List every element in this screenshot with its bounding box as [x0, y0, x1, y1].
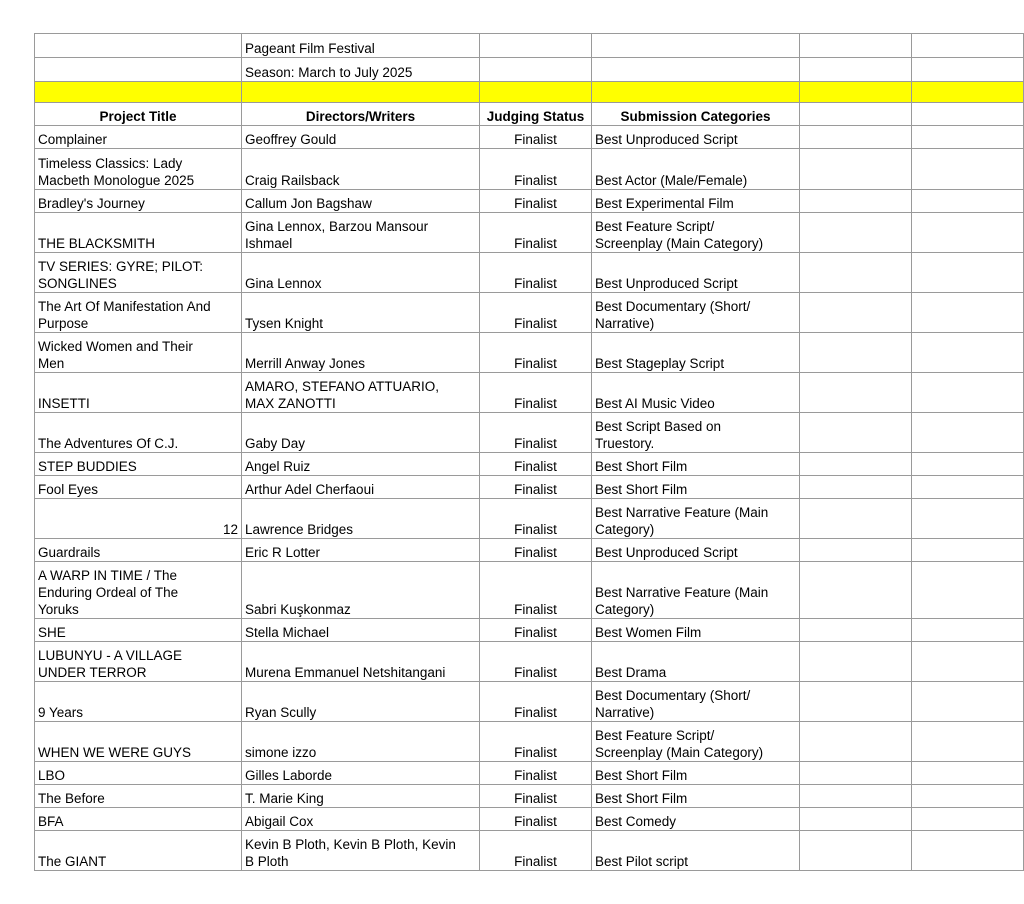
- cell-empty: [800, 453, 912, 476]
- judging-status-cell: Finalist: [480, 642, 592, 682]
- project-title-cell: Fool Eyes: [35, 476, 242, 499]
- judging-status-cell: Finalist: [480, 453, 592, 476]
- highlight-cell: [480, 82, 592, 103]
- category-cell: Best Women Film: [592, 619, 800, 642]
- cell-empty: [800, 539, 912, 562]
- table-body: [35, 34, 1024, 871]
- category-cell: Best Feature Script/ Screenplay (Main Category): [592, 213, 800, 253]
- festival-name-row: [35, 34, 1024, 58]
- directors-cell: Lawrence Bridges: [242, 499, 480, 539]
- cell-empty: [480, 58, 592, 82]
- project-title-cell: Timeless Classics: Lady Macbeth Monologue 2025: [35, 149, 242, 190]
- directors-cell: Tysen Knight: [242, 293, 480, 333]
- table-row: [35, 293, 1024, 333]
- directors-cell: Gaby Day: [242, 413, 480, 453]
- cell-empty: [912, 722, 1024, 762]
- highlight-cell: [242, 82, 480, 103]
- cell-empty: [912, 126, 1024, 149]
- judging-status-cell: Finalist: [480, 149, 592, 190]
- directors-cell: Gina Lennox, Barzou Mansour Ishmael: [242, 213, 480, 253]
- highlight-cell: [800, 82, 912, 103]
- project-title-cell: Complainer: [35, 126, 242, 149]
- project-title-cell: INSETTI: [35, 373, 242, 413]
- category-cell: Best Short Film: [592, 762, 800, 785]
- cell-empty: [912, 253, 1024, 293]
- cell-empty: [912, 808, 1024, 831]
- project-title-cell: LUBUNYU - A VILLAGE UNDER TERROR: [35, 642, 242, 682]
- category-cell: Best Short Film: [592, 785, 800, 808]
- project-title-cell: STEP BUDDIES: [35, 453, 242, 476]
- directors-cell: Kevin B Ploth, Kevin B Ploth, Kevin B Ploth: [242, 831, 480, 871]
- cell-empty: [800, 722, 912, 762]
- project-title-cell: Bradley's Journey: [35, 190, 242, 213]
- cell-empty: [912, 213, 1024, 253]
- cell-empty: [912, 293, 1024, 333]
- judging-status-cell: Finalist: [480, 722, 592, 762]
- category-cell: Best Documentary (Short/ Narrative): [592, 293, 800, 333]
- category-cell: Best Narrative Feature (Main Category): [592, 499, 800, 539]
- category-cell: Best Pilot script: [592, 831, 800, 871]
- cell-empty: [912, 453, 1024, 476]
- cell-empty: [592, 34, 800, 58]
- cell-empty: [35, 34, 242, 58]
- cell-empty: [912, 58, 1024, 82]
- cell-empty: [800, 58, 912, 82]
- cell-empty: [800, 253, 912, 293]
- cell-empty: [912, 619, 1024, 642]
- judging-status-cell: Finalist: [480, 562, 592, 619]
- category-cell: Best Short Film: [592, 476, 800, 499]
- directors-cell: Stella Michael: [242, 619, 480, 642]
- highlight-cell: [35, 82, 242, 103]
- project-title-cell: A WARP IN TIME / The Enduring Ordeal of The Yoruks: [35, 562, 242, 619]
- table-row: [35, 126, 1024, 149]
- directors-cell: Callum Jon Bagshaw: [242, 190, 480, 213]
- cell-empty: [800, 785, 912, 808]
- judging-status-cell: Finalist: [480, 762, 592, 785]
- table-row: [35, 373, 1024, 413]
- judging-status-cell: Finalist: [480, 190, 592, 213]
- judging-status-cell: Finalist: [480, 253, 592, 293]
- festival-season: Season: March to July 2025: [242, 58, 480, 82]
- cell-empty: [800, 808, 912, 831]
- project-title-cell: BFA: [35, 808, 242, 831]
- judging-status-cell: Finalist: [480, 785, 592, 808]
- directors-cell: AMARO, STEFANO ATTUARIO, MAX ZANOTTI: [242, 373, 480, 413]
- cell-empty: [912, 562, 1024, 619]
- cell-empty: [35, 58, 242, 82]
- cell-empty: [800, 293, 912, 333]
- category-cell: Best Unproduced Script: [592, 539, 800, 562]
- table-row: [35, 762, 1024, 785]
- category-cell: Best Experimental Film: [592, 190, 800, 213]
- project-title-cell: The Before: [35, 785, 242, 808]
- cell-empty: [800, 831, 912, 871]
- directors-cell: Merrill Anway Jones: [242, 333, 480, 373]
- cell-empty: [912, 642, 1024, 682]
- table-row: [35, 831, 1024, 871]
- table-row: [35, 190, 1024, 213]
- cell-empty: [800, 149, 912, 190]
- highlight-cell: [592, 82, 800, 103]
- submissions-table: [34, 33, 1024, 871]
- project-title-cell: SHE: [35, 619, 242, 642]
- table-row: [35, 476, 1024, 499]
- judging-status-cell: Finalist: [480, 476, 592, 499]
- cell-empty: [912, 682, 1024, 722]
- project-title-cell: TV SERIES: GYRE; PILOT: SONGLINES: [35, 253, 242, 293]
- judging-status-cell: Finalist: [480, 619, 592, 642]
- category-cell: Best Script Based on Truestory.: [592, 413, 800, 453]
- cell-empty: [800, 213, 912, 253]
- project-title-cell: 9 Years: [35, 682, 242, 722]
- cell-empty: [480, 34, 592, 58]
- project-title-cell: THE BLACKSMITH: [35, 213, 242, 253]
- highlight-cell: [912, 82, 1024, 103]
- cell-empty: [912, 190, 1024, 213]
- project-title-cell: Guardrails: [35, 539, 242, 562]
- table-row: [35, 619, 1024, 642]
- season-row: [35, 58, 1024, 82]
- column-header-judging-status: Judging Status: [480, 103, 592, 126]
- judging-status-cell: Finalist: [480, 413, 592, 453]
- table-row: [35, 562, 1024, 619]
- cell-empty: [800, 333, 912, 373]
- cell-empty: [800, 126, 912, 149]
- cell-empty: [912, 762, 1024, 785]
- table-row: [35, 253, 1024, 293]
- cell-empty: [592, 58, 800, 82]
- table-row: [35, 539, 1024, 562]
- cell-empty: [912, 539, 1024, 562]
- directors-cell: Sabri Kuşkonmaz: [242, 562, 480, 619]
- cell-empty: [800, 682, 912, 722]
- table-row: [35, 499, 1024, 539]
- cell-empty: [800, 562, 912, 619]
- cell-empty: [912, 831, 1024, 871]
- cell-empty: [912, 373, 1024, 413]
- category-cell: Best Short Film: [592, 453, 800, 476]
- category-cell: Best AI Music Video: [592, 373, 800, 413]
- table-row: [35, 149, 1024, 190]
- cell-empty: [800, 103, 912, 126]
- table-row: [35, 333, 1024, 373]
- category-cell: Best Comedy: [592, 808, 800, 831]
- project-title-cell: WHEN WE WERE GUYS: [35, 722, 242, 762]
- directors-cell: Craig Railsback: [242, 149, 480, 190]
- table-row: [35, 682, 1024, 722]
- table-row: [35, 413, 1024, 453]
- category-cell: Best Narrative Feature (Main Category): [592, 562, 800, 619]
- column-header-directors: Directors/Writers: [242, 103, 480, 126]
- directors-cell: Arthur Adel Cherfaoui: [242, 476, 480, 499]
- directors-cell: Angel Ruiz: [242, 453, 480, 476]
- cell-empty: [912, 103, 1024, 126]
- column-header-categories: Submission Categories: [592, 103, 800, 126]
- judging-status-cell: Finalist: [480, 213, 592, 253]
- cell-empty: [800, 34, 912, 58]
- directors-cell: Gina Lennox: [242, 253, 480, 293]
- cell-empty: [912, 413, 1024, 453]
- category-cell: Best Feature Script/ Screenplay (Main Category): [592, 722, 800, 762]
- directors-cell: Ryan Scully: [242, 682, 480, 722]
- cell-empty: [912, 785, 1024, 808]
- category-cell: Best Unproduced Script: [592, 253, 800, 293]
- judging-status-cell: Finalist: [480, 333, 592, 373]
- category-cell: Best Actor (Male/Female): [592, 149, 800, 190]
- directors-cell: simone izzo: [242, 722, 480, 762]
- judging-status-cell: Finalist: [480, 126, 592, 149]
- directors-cell: Gilles Laborde: [242, 762, 480, 785]
- table-row: [35, 722, 1024, 762]
- category-cell: Best Documentary (Short/ Narrative): [592, 682, 800, 722]
- category-cell: Best Drama: [592, 642, 800, 682]
- cell-empty: [800, 190, 912, 213]
- cell-empty: [800, 476, 912, 499]
- judging-status-cell: Finalist: [480, 831, 592, 871]
- project-title-cell: Wicked Women and Their Men: [35, 333, 242, 373]
- cell-empty: [800, 373, 912, 413]
- festival-name: Pageant Film Festival: [242, 34, 480, 58]
- judging-status-cell: Finalist: [480, 293, 592, 333]
- judging-status-cell: Finalist: [480, 682, 592, 722]
- cell-empty: [912, 34, 1024, 58]
- category-cell: Best Stageplay Script: [592, 333, 800, 373]
- category-cell: Best Unproduced Script: [592, 126, 800, 149]
- judging-status-cell: Finalist: [480, 373, 592, 413]
- judging-status-cell: Finalist: [480, 499, 592, 539]
- table-row: [35, 453, 1024, 476]
- column-header-project-title: Project Title: [35, 103, 242, 126]
- cell-empty: [912, 476, 1024, 499]
- cell-empty: [912, 333, 1024, 373]
- directors-cell: Murena Emmanuel Netshitangani: [242, 642, 480, 682]
- project-title-cell: The Art Of Manifestation And Purpose: [35, 293, 242, 333]
- cell-empty: [800, 499, 912, 539]
- header-row: [35, 103, 1024, 126]
- table-row: [35, 213, 1024, 253]
- directors-cell: T. Marie King: [242, 785, 480, 808]
- cell-empty: [800, 413, 912, 453]
- project-title-cell: The Adventures Of C.J.: [35, 413, 242, 453]
- directors-cell: Eric R Lotter: [242, 539, 480, 562]
- project-title-cell: LBO: [35, 762, 242, 785]
- cell-empty: [912, 149, 1024, 190]
- directors-cell: Geoffrey Gould: [242, 126, 480, 149]
- directors-cell: Abigail Cox: [242, 808, 480, 831]
- project-title-cell: 12: [35, 499, 242, 539]
- table-row: [35, 785, 1024, 808]
- judging-status-cell: Finalist: [480, 539, 592, 562]
- table-row: [35, 808, 1024, 831]
- cell-empty: [912, 499, 1024, 539]
- cell-empty: [800, 762, 912, 785]
- highlight-row: [35, 82, 1024, 103]
- judging-status-cell: Finalist: [480, 808, 592, 831]
- project-title-cell: The GIANT: [35, 831, 242, 871]
- table-row: [35, 642, 1024, 682]
- cell-empty: [800, 642, 912, 682]
- cell-empty: [800, 619, 912, 642]
